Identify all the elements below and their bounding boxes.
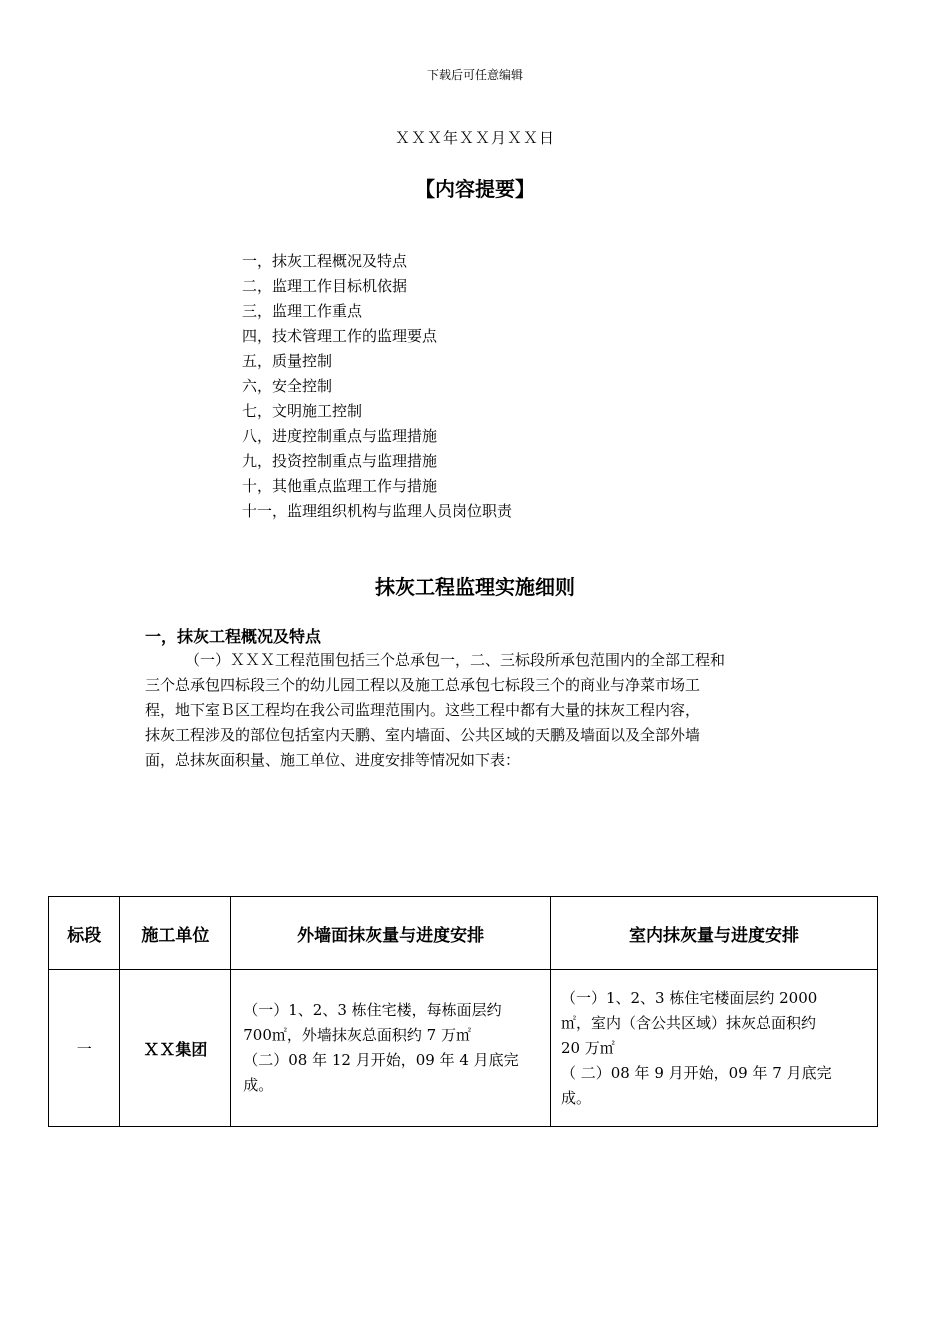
cell-interior xyxy=(550,970,877,1127)
toc-item: 六，安全控制 xyxy=(242,377,333,395)
toc-item: 二，监理工作目标机依据 xyxy=(242,277,408,295)
cell-line: 20 万㎡ xyxy=(560,1038,615,1057)
plastering-schedule-table xyxy=(48,896,878,1127)
toc-item: 八，进度控制重点与监理措施 xyxy=(242,427,438,445)
toc-item: 十一，监理组织机构与监理人员岗位职责 xyxy=(242,502,513,520)
cell-line: （一）1、2、3 栋住宅楼面层约 2000 xyxy=(560,988,818,1007)
toc-item: 五，质量控制 xyxy=(242,352,333,370)
cell-line: （二）08 年 12 月开始，09 年 4 月底完 xyxy=(243,1051,519,1069)
cell-line: ㎡，室内（含公共区域）抹灰总面积约 xyxy=(560,1013,816,1032)
overview-paragraph xyxy=(145,648,810,773)
table-row xyxy=(49,970,878,1127)
summary-title: 【内容提要】 xyxy=(415,177,535,201)
header-note: 下载后可任意编辑 xyxy=(426,68,523,82)
paragraph-line: 三个总承包四标段三个的幼儿园工程以及施工总承包七标段三个的商业与净菜市场工 xyxy=(145,676,701,694)
toc-item: 一，抹灰工程概况及特点 xyxy=(242,252,408,270)
paragraph-line: 程，地下室Ｂ区工程均在我公司监理范围内。这些工程中都有大量的抹灰工程内容， xyxy=(145,701,701,719)
paragraph-line: 面，总抹灰面积量、施工单位、进度安排等情况如下表： xyxy=(145,751,521,769)
cell-line: （一）1、2、3 栋住宅楼，每栋面层约 xyxy=(243,1001,502,1019)
table-header-row xyxy=(49,897,878,970)
cell-line: 700㎡，外墙抹灰总面积约 7 万㎡ xyxy=(243,1026,471,1044)
section-heading: 一，抹灰工程概况及特点 xyxy=(145,627,322,646)
cell-exterior xyxy=(231,970,551,1127)
header-exterior: 外墙面抹灰量与进度安排 xyxy=(231,897,551,970)
toc-item: 九，投资控制重点与监理措施 xyxy=(242,452,438,470)
document-date: ＸＸＸ年ＸＸ月ＸＸ日 xyxy=(394,129,555,147)
header-unit: 施工单位 xyxy=(120,897,231,970)
cell-line: 成。 xyxy=(560,1088,591,1107)
cell-segment: 一 xyxy=(49,970,120,1127)
header-interior: 室内抹灰量与进度安排 xyxy=(550,897,877,970)
header-segment: 标段 xyxy=(49,897,120,970)
table-of-contents xyxy=(242,249,512,524)
cell-unit: ＸＸ集团 xyxy=(120,970,231,1127)
toc-item: 四，技术管理工作的监理要点 xyxy=(242,327,438,345)
toc-item: 三，监理工作重点 xyxy=(242,302,363,320)
main-title: 抹灰工程监理实施细则 xyxy=(375,575,575,599)
paragraph-line: （一）ＸＸＸ工程范围包括三个总承包一，二、三标段所承包范围内的全部工程和 xyxy=(185,651,726,669)
cell-line: （ 二）08 年 9 月开始，09 年 7 月底完 xyxy=(560,1063,832,1082)
cell-line: 成。 xyxy=(243,1076,274,1094)
toc-item: 十，其他重点监理工作与措施 xyxy=(242,477,438,495)
toc-item: 七，文明施工控制 xyxy=(242,402,363,420)
paragraph-line: 抹灰工程涉及的部位包括室内天鹏、室内墙面、公共区域的天鹏及墙面以及全部外墙 xyxy=(145,726,701,744)
